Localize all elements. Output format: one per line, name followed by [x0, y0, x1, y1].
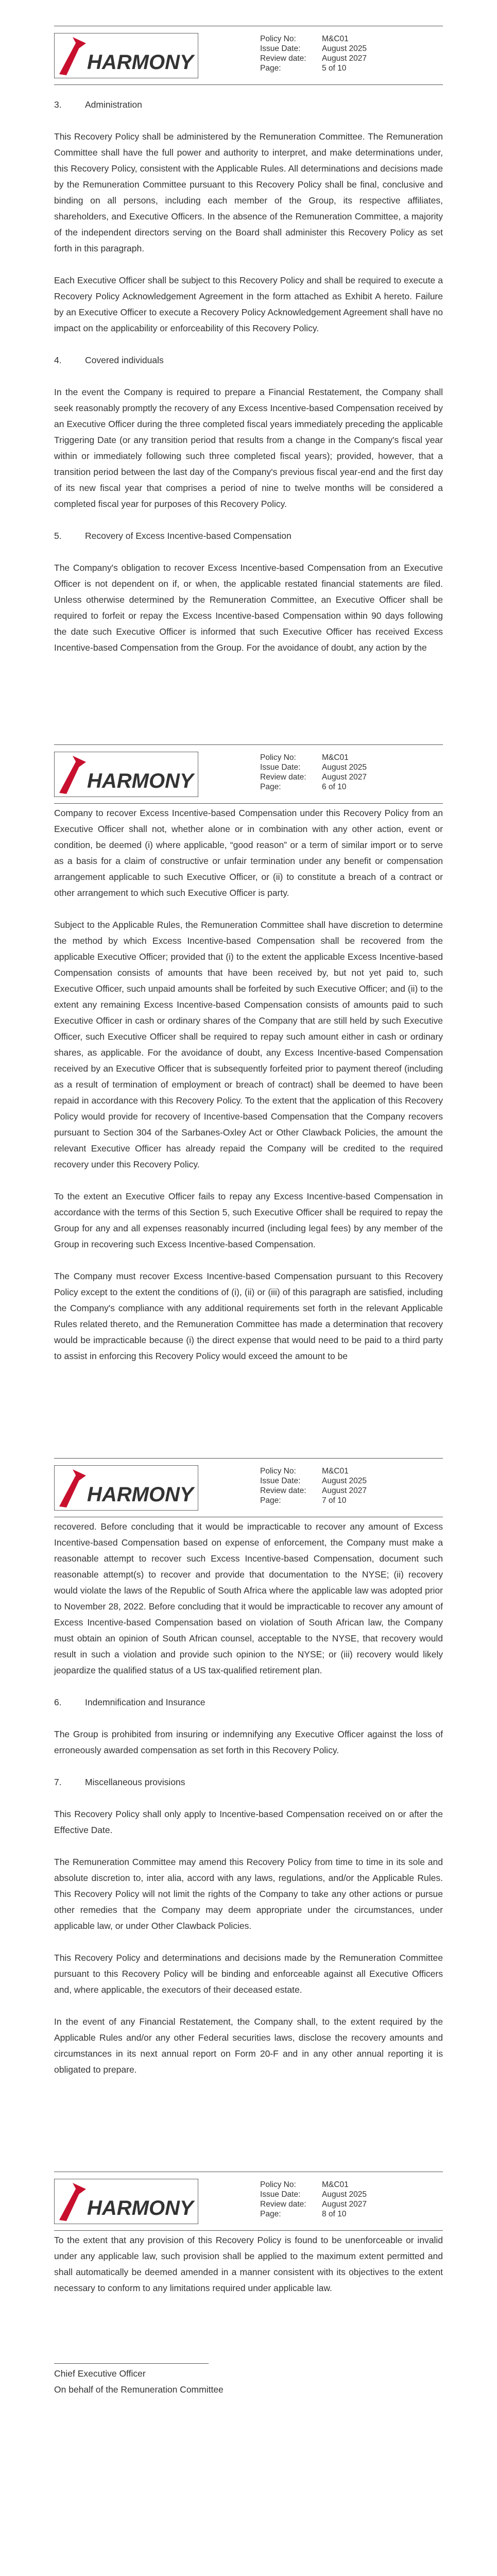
paragraph: Subject to the Applicable Rules, the Remuneration Committee shall have discretion to determine the method by which Excess Incentive-based Compensation shall be recovered from the applicable Executive Officer; provided that (i) to the extent the applicable Excess Incentive-based Compensation consists of amounts that have been received by, but not yet paid to, such Executive Officer, such unpaid amounts shall be forfeited by such Executive Officer; and (ii) to the extent any remaining Excess Incentive-based Compensation consists of amounts paid to such Executive Officer in cash or ordinary shares of the Company that are still held by such Executive Officer, such Executive Officer shall be required to repay such amount either in cash or ordinary shares, as applicable. For the avoidance of doubt, any Excess Incentive-based Compensation received by an Executive Officer that is subsequently forfeited prior to payment thereof (including as a result of termination of employment or breach of contract) shall be deemed to have been repaid in accordance with this Recovery Policy. To the extent that the application of this Recovery Policy would provide for recovery of Incentive-based Compensation that the Company recovers pursuant to Section 304 of the Sarbanes-Oxley Act or Other Clawback Policies, the amount the relevant Executive Officer has already repaid the Company will be credited to the required recovery under this Recovery Policy.	[54, 920, 443, 1170]
issue-date-label: Issue Date:	[260, 763, 301, 772]
section-heading: 7. Miscellaneous provisions	[54, 1777, 185, 1787]
paragraph: This Recovery Policy shall only apply to Incentive-based Compensation received on or after the Effective Date.	[54, 1809, 443, 1835]
paragraph: recovered. Before concluding that it would be impracticable to recover any amount of Excess Incentive-based Compensation based on expense of enforcement, the Company must make a reasonable attempt to recover such Excess Incentive-based Compensation, document such reasonable attempt(s) to recover and provide that documentation to the NYSE; (ii) recovery would violate the laws of the Republic of South Africa where the applicable law was adopted prior to November 28, 2022. Before concluding that it would be impracticable to recover any amount of Excess Incentive-based Compensation based on violation of South African law, the Company must obtain an opinion of South African counsel, acceptable to the NYSE, that recovery would result in such a violation and provide such opinion to the NYSE; or (iii) recovery would likely jeopardize the qualified status of a US tax-qualified retirement plan.	[54, 1521, 443, 1675]
issue-date-value: August 2025	[322, 44, 367, 53]
logo-wordmark: HARMONY	[87, 51, 194, 74]
paragraph: The Group is prohibited from insuring or indemnifying any Executive Officer against the loss of erroneously awarded compensation as set forth in this Recovery Policy.	[54, 1729, 443, 1755]
policy-no-value: M&C01	[322, 753, 349, 762]
page-body	[54, 805, 443, 1380]
page-number: 8 of 10	[322, 2210, 347, 2218]
harmony-logo	[54, 33, 198, 78]
review-date-value: August 2027	[322, 2200, 367, 2209]
review-date-value: August 2027	[322, 773, 367, 782]
page-number: 5 of 10	[322, 64, 347, 73]
policy-no-label: Policy No:	[260, 1467, 296, 1476]
policy-no-label: Policy No:	[260, 753, 296, 762]
page-body	[54, 1519, 443, 2094]
paragraph: Each Executive Officer shall be subject to this Recovery Policy and shall be required to execute a Recovery Policy Acknowledgement Agreement in the form attached as Exhibit A hereto. Failure by an Executive Officer to execute a Recovery Policy Acknowledgement Agreement shall have no impact on the applicability or enforceability of this Recovery Policy.	[54, 275, 443, 333]
page-body	[54, 97, 443, 672]
paragraph: This Recovery Policy shall be administered by the Remuneration Committee. The Remuneration Committee shall have the full power and authority to interpret, and make determinations under, this Recovery Policy, consistent with the Applicable Rules. All determinations and decisions made by the Remuneration Committee pursuant to this Recovery Policy shall be final, conclusive and binding on all persons, including each member of the Group, its respective affiliates, shareholders, and Executive Officers. In the absence of the Remuneration Committee, a majority of the independent directors serving on the Board shall administer this Recovery Policy as set forth in this paragraph.	[54, 131, 443, 253]
page-label: Page:	[260, 64, 281, 73]
page-header	[54, 26, 443, 87]
header-top-rule	[54, 744, 443, 745]
paragraph: This Recovery Policy and determinations and decisions made by the Remuneration Committee pursuant to this Recovery Policy will be binding and enforceable against all Executive Officers and, where applicable, the executors of their deceased estate.	[54, 1953, 443, 1995]
policy-no-value: M&C01	[322, 2180, 349, 2189]
policy-no-label: Policy No:	[260, 35, 296, 43]
page-label: Page:	[260, 2210, 281, 2218]
policy-no-label: Policy No:	[260, 2180, 296, 2189]
page-header	[54, 744, 443, 805]
paragraph: To the extent an Executive Officer fails to repay any Excess Incentive-based Compensation in accordance with the terms of this Section 5, such Executive Officer shall be required to repay the Group for any and all expenses reasonably incurred (including legal fees) by any member of the Group in recovering such Excess Incentive-based Compensation.	[54, 1191, 443, 1249]
logo-graphic	[54, 2179, 198, 2224]
header-bottom-rule	[54, 2230, 443, 2231]
page-label: Page:	[260, 783, 281, 791]
logo-graphic	[54, 1465, 198, 1511]
policy-no-value: M&C01	[322, 1467, 349, 1476]
signatory-subtitle: On behalf of the Remuneration Committee	[54, 2384, 224, 2395]
section-heading: 3. Administration	[54, 99, 142, 110]
page-header	[54, 2172, 443, 2232]
paragraph: The Remuneration Committee may amend this Recovery Policy from time to time in its sole and absolute discretion to, inter alia, accord with any laws, regulations, and/or the Applicable Rules. This Recovery Policy will not limit the rights of the Company to take any other actions or pursue other remedies that the Company may deem appropriate under the circumstances, under applicable law, or under Other Clawback Policies.	[54, 1857, 443, 1931]
paragraph: In the event the Company is required to prepare a Financial Restatement, the Company shall seek reasonably promptly the recovery of any Excess Incentive-based Compensation received by an Executive Officer during the three completed fiscal years immediately preceding the applicable Triggering Date (or any transition period that results from a change in the Company's fiscal year within or immediately following such three completed fiscal years); provided, however, that a transition period between the last day of the Company's previous fiscal year-end and the first day of its new fiscal year that comprises a period of nine to twelve months will be considered a completed fiscal year for purposes of this Recovery Policy.	[54, 387, 443, 509]
issue-date-value: August 2025	[322, 2190, 367, 2199]
policy-no-value: M&C01	[322, 35, 349, 43]
review-date-label: Review date:	[260, 1486, 306, 1495]
issue-date-label: Issue Date:	[260, 44, 301, 53]
section-heading: 6. Indemnification and Insurance	[54, 1697, 205, 1707]
page-label: Page:	[260, 1496, 281, 1505]
logo-wordmark: HARMONY	[87, 1483, 194, 1506]
review-date-label: Review date:	[260, 54, 306, 63]
policy-meta	[260, 2180, 367, 2219]
review-date-value: August 2027	[322, 1486, 367, 1495]
paragraph: To the extent that any provision of this Recovery Policy is found to be unenforceable or invalid under any applicable law, such provision shall be applied to the maximum extent permitted and shall automatically be deemed amended in a manner consistent with its objectives to the extent necessary to conform to any limitations required under applicable law.	[54, 2235, 443, 2293]
review-date-label: Review date:	[260, 773, 306, 782]
logo-graphic	[54, 752, 198, 797]
signature-block	[54, 2363, 443, 2398]
page-body	[54, 2232, 443, 2398]
header-top-rule	[54, 1458, 443, 1459]
paragraph: The Company's obligation to recover Excess Incentive-based Compensation from an Executive Officer is not dependent on if, or when, the applicable restated financial statements are filed. Unless otherwise determined by the Remuneration Committee, an Executive Officer shall be required to forfeit or repay the Excess Incentive-based Compensation within 90 days following the date such Executive Officer is informed that such Executive Officer has received Excess Incentive-based Compensation from the Group. For the avoidance of doubt, any action by the	[54, 563, 443, 653]
section-heading: 4. Covered individuals	[54, 355, 164, 365]
header-bottom-rule	[54, 84, 443, 85]
section-heading: 5. Recovery of Excess Incentive-based Compensation	[54, 531, 292, 541]
paragraph: In the event of any Financial Restatement, the Company shall, to the extent required by the Applicable Rules and/or any other Federal securities laws, disclose the recovery amounts and circumstances in its next annual report on Form 20-F and in any other annual reporting it is obligated to prepare.	[54, 2016, 443, 2075]
review-date-value: August 2027	[322, 54, 367, 63]
harmony-logo	[54, 2179, 198, 2224]
harmony-logo	[54, 1465, 198, 1511]
paragraph: Company to recover Excess Incentive-based Compensation under this Recovery Policy from an Executive Officer shall not, whether alone or in combination with any other action, event or condition, be deemed (i) where applicable, “good reason” or a term of similar import or to serve as a basis for a claim of constructive or unfair termination under any benefit or compensation arrangement applicable to such Executive Officer, or (ii) to constitute a breach of a contract or other arrangement to which such Executive Officer is party.	[54, 808, 443, 898]
page-number: 6 of 10	[322, 783, 347, 791]
policy-meta	[260, 34, 367, 73]
review-date-label: Review date:	[260, 2200, 306, 2209]
signatory-title: Chief Executive Officer	[54, 2368, 146, 2379]
logo-wordmark: HARMONY	[87, 2197, 194, 2219]
policy-meta	[260, 1466, 367, 1505]
harmony-logo	[54, 752, 198, 797]
page-header	[54, 1458, 443, 1519]
policy-meta	[260, 753, 367, 792]
issue-date-label: Issue Date:	[260, 1477, 301, 1485]
issue-date-label: Issue Date:	[260, 2190, 301, 2199]
page-number: 7 of 10	[322, 1496, 347, 1505]
header-bottom-rule	[54, 803, 443, 804]
signature-line	[54, 2363, 209, 2364]
paragraph: The Company must recover Excess Incentive-based Compensation pursuant to this Recovery Policy except to the extent the conditions of (i), (ii) or (iii) of this paragraph are satisfied, including the Company's compliance with any additional requirements set forth in the relevant Applicable Rules related thereto, and the Remuneration Committee has made a determination that recovery would be impracticable because (i) the direct expense that would need to be paid to a third party to assist in enforcing this Recovery Policy would exceed the amount to be	[54, 1271, 443, 1361]
issue-date-value: August 2025	[322, 1477, 367, 1485]
logo-wordmark: HARMONY	[87, 770, 194, 792]
logo-graphic	[54, 33, 198, 78]
issue-date-value: August 2025	[322, 763, 367, 772]
